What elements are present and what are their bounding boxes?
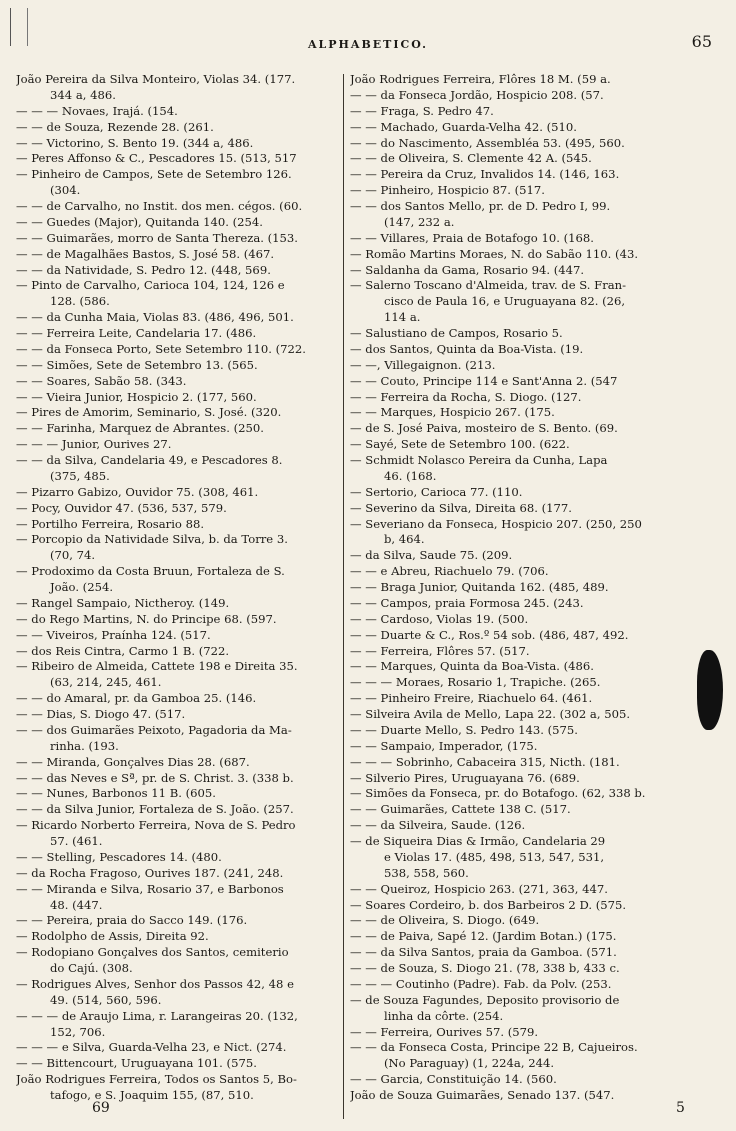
directory-entry-line: — — — Moraes, Rosario 1, Trapiche. (265. bbox=[350, 675, 601, 690]
directory-entry-line: — Rangel Sampaio, Nictheroy. (149. bbox=[16, 595, 230, 610]
directory-entry-line: (No Paraguay) (1, 224a, 244. bbox=[384, 1056, 555, 1071]
directory-entry-line: — dos Santos, Quinta da Boa-Vista. (19. bbox=[350, 341, 584, 356]
directory-entry-line: — — da Silva, Candelaria 49, e Pescadores 8. bbox=[16, 453, 283, 467]
directory-entry-line: 57. (461. bbox=[50, 834, 103, 848]
directory-entry-line: 128. (586. bbox=[50, 294, 110, 309]
directory-entry-line: — — Fraga, S. Pedro 47. bbox=[350, 103, 494, 118]
directory-entry-line: (147, 232 a. bbox=[384, 214, 455, 229]
directory-entry-line: — — Garcia, Constituição 14. (560. bbox=[350, 1072, 557, 1087]
directory-entry-line: — Severino da Silva, Direita 68. (177. bbox=[350, 500, 572, 515]
directory-entry-line: — Sayé, Sete de Setembro 100. (622. bbox=[350, 437, 570, 452]
directory-entry-line: 538, 558, 560. bbox=[384, 865, 469, 880]
directory-entry-line: — Pinto de Carvalho, Carioca 104, 124, 126 e bbox=[16, 278, 285, 293]
directory-entry-line: — — de Souza, Rezende 28. (261. bbox=[16, 119, 214, 134]
directory-entry-line: — — Machado, Guarda-Velha 42. (510. bbox=[350, 119, 577, 134]
directory-entry-line: do Cajú. (308. bbox=[50, 961, 133, 975]
directory-entry-line: 344 a, 486. bbox=[50, 87, 116, 102]
column-divider bbox=[343, 74, 344, 1119]
directory-entry-line: — — Pereira, praia do Sacco 149. (176. bbox=[16, 913, 248, 928]
directory-entry-line: — Portilho Ferreira, Rosario 88. bbox=[16, 516, 205, 531]
directory-entry-line: tafogo, e S. Joaquim 155, (87, 510. bbox=[50, 1088, 254, 1102]
directory-entry-line: — Pizarro Gabizo, Ouvidor 75. (308, 461. bbox=[16, 484, 259, 499]
directory-entry-line: — Simões da Fonseca, pr. do Botafogo. (62, 338 b. bbox=[350, 786, 646, 801]
directory-entry-line: linha da côrte. (254. bbox=[384, 1008, 504, 1023]
directory-entry-line: — — de Oliveira, S. Clemente 42 A. (545. bbox=[350, 151, 592, 166]
directory-entry-line: — — Victorino, S. Bento 19. (344 a, 486. bbox=[16, 135, 254, 150]
directory-entry-line: — Rodopiano Gonçalves dos Santos, cemiterio bbox=[16, 945, 289, 960]
directory-entry-line: — — Ferreira Leite, Candelaria 17. (486. bbox=[16, 326, 257, 340]
directory-entry-line: — — Bittencourt, Uruguayana 101. (575. bbox=[16, 1056, 257, 1071]
directory-entry-line: — — Pinheiro, Hospicio 87. (517. bbox=[350, 183, 545, 198]
directory-entry-line: — — dos Guimarães Peixoto, Pagadoria da Ma- bbox=[16, 722, 292, 737]
directory-entry-line: — — Cardoso, Violas 19. (500. bbox=[350, 611, 529, 626]
directory-entry-line: — — Pinheiro Freire, Riachuelo 64. (461. bbox=[350, 691, 593, 706]
directory-entry-line: — do Rego Martins, N. do Principe 68. (597. bbox=[16, 611, 277, 626]
directory-entry-line: — Ribeiro de Almeida, Cattete 198 e Direita 35. bbox=[16, 659, 298, 674]
directory-entry-line: — — Pereira da Cruz, Invalidos 14. (146, 163. bbox=[350, 167, 620, 182]
directory-entry-line: — — — e Silva, Guarda-Velha 23, e Nict. (274. bbox=[16, 1040, 287, 1055]
directory-entry-line: — — — Sobrinho, Cabaceira 315, Nicth. (181. bbox=[350, 754, 620, 769]
directory-entry-line: — — Campos, praia Formosa 245. (243. bbox=[350, 595, 584, 610]
directory-entry-line: — — Simões, Sete de Setembro 13. (565. bbox=[16, 357, 258, 372]
directory-entry-line: — Salerno Toscano d'Almeida, trav. de S. Fran- bbox=[350, 278, 627, 293]
directory-entry-line: — — de Magalhães Bastos, S. José 58. (467. bbox=[16, 246, 275, 261]
directory-entry-line: — da Rocha Fragoso, Ourives 187. (241, 248. bbox=[16, 865, 284, 880]
directory-entry-line: — Pires de Amorim, Seminario, S. José. (320. bbox=[16, 405, 282, 420]
directory-entry-line: João Rodrigues Ferreira, Flôres 18 M. (59 a. bbox=[350, 72, 611, 86]
directory-entry-line: — — Miranda e Silva, Rosario 37, e Barbonos bbox=[16, 881, 284, 896]
directory-entry-line: — — Farinha, Marquez de Abrantes. (250. bbox=[16, 421, 264, 436]
directory-entry-line: — de Siqueira Dias & Irmão, Candelaria 29 bbox=[350, 834, 606, 848]
directory-entry-line: — — Villares, Praia de Botafogo 10. (168. bbox=[350, 230, 594, 245]
directory-entry-line: — Prodoximo da Costa Bruun, Fortaleza de S. bbox=[16, 564, 285, 579]
directory-entry-line: — — Ferreira, Ourives 57. (579. bbox=[350, 1024, 539, 1039]
directory-entry-line: b, 464. bbox=[384, 532, 425, 547]
directory-entry-line: — dos Reis Cintra, Carmo 1 B. (722. bbox=[16, 643, 230, 658]
directory-entry-line: — — da Silva Santos, praia da Gamboa. (571. bbox=[350, 945, 617, 960]
directory-entry-line: João de Souza Guimarães, Senado 137. (547. bbox=[350, 1088, 615, 1102]
directory-entry-line: — — Duarte & C., Ros.º 54 sob. (486, 487, 492. bbox=[350, 627, 629, 642]
directory-entry-line: — — das Neves e Sª, pr. de S. Christ. 3. (338 b. bbox=[16, 770, 294, 785]
directory-entry-line: — — do Amaral, pr. da Gamboa 25. (146. bbox=[16, 691, 257, 706]
directory-entry-line: — — Guimarães, morro de Santa Thereza. (153. bbox=[16, 230, 298, 245]
directory-entry-line: 114 a. bbox=[384, 310, 421, 325]
directory-entry-line: — Silveira Avila de Mello, Lapa 22. (302 a, 505. bbox=[350, 707, 631, 721]
directory-entry-line: João. (254. bbox=[50, 580, 114, 594]
running-header: ALPHABETICO. bbox=[307, 38, 428, 51]
directory-entry-line: — Salustiano de Campos, Rosario 5. bbox=[350, 326, 563, 340]
directory-entry-line: 152, 706. bbox=[50, 1024, 106, 1039]
left-column bbox=[16, 72, 344, 1104]
directory-entry-line: — — Marques, Hospicio 267. (175. bbox=[350, 405, 555, 420]
signature-mark-left: 69 bbox=[92, 1100, 110, 1116]
directory-entry-line: e Violas 17. (485, 498, 513, 547, 531, bbox=[384, 849, 605, 864]
directory-entry-line: — Schmidt Nolasco Pereira da Cunha, Lapa bbox=[350, 453, 608, 467]
directory-entry-line: (70, 74. bbox=[50, 548, 96, 563]
directory-entry-line: — — Vieira Junior, Hospicio 2. (177, 560. bbox=[16, 389, 257, 404]
directory-entry-line: — — de Souza, S. Diogo 21. (78, 338 b, 433 c. bbox=[350, 961, 620, 975]
directory-entry-line: — — Queiroz, Hospicio 263. (271, 363, 447. bbox=[350, 881, 608, 896]
directory-entry-line: João Rodrigues Ferreira, Todos os Santos 5, Bo- bbox=[16, 1072, 297, 1087]
directory-entry-line: — Severiano da Fonseca, Hospicio 207. (250, 250 bbox=[350, 516, 642, 531]
directory-entry-line: — — dos Santos Mello, pr. de D. Pedro I, 99. bbox=[350, 199, 611, 213]
directory-entry-line: — Porcopio da Natividade Silva, b. da Torre 3. bbox=[16, 532, 288, 547]
directory-entry-line: — Saldanha da Gama, Rosario 94. (447. bbox=[350, 262, 585, 277]
directory-entry-line: — — — Novaes, Irajá. (154. bbox=[16, 103, 178, 118]
directory-entry-line: — — Miranda, Gonçalves Dias 28. (687. bbox=[16, 754, 250, 769]
directory-entry-line: rinha. (193. bbox=[50, 738, 119, 753]
directory-entry-line: — Rodolpho de Assis, Direita 92. bbox=[16, 929, 209, 944]
directory-entry-line: — Peres Affonso & C., Pescadores 15. (513, 517 bbox=[16, 151, 297, 166]
directory-entry-line: — de S. José Paiva, mosteiro de S. Bento. (69. bbox=[350, 421, 618, 436]
directory-entry-line: João Pereira da Silva Monteiro, Violas 34. (177. bbox=[16, 72, 296, 86]
directory-entry-line: (304. bbox=[50, 183, 81, 198]
directory-entry-line: — Rodrigues Alves, Senhor dos Passos 42, 48 e bbox=[16, 976, 294, 991]
directory-entry-line: — Pocy, Ouvidor 47. (536, 537, 579. bbox=[16, 500, 227, 515]
directory-entry-line: — — Soares, Sabão 58. (343. bbox=[16, 373, 187, 388]
directory-entry-line: — — do Nascimento, Assembléa 53. (495, 560. bbox=[350, 135, 625, 150]
directory-entry-line: — Pinheiro de Campos, Sete de Setembro 126. bbox=[16, 167, 292, 182]
directory-entry-line: — Ricardo Norberto Ferreira, Nova de S. Pedro bbox=[16, 818, 296, 833]
right-column bbox=[350, 72, 696, 1104]
directory-entry-line: — — Guedes (Major), Quitanda 140. (254. bbox=[16, 214, 263, 229]
ink-blot bbox=[697, 650, 723, 730]
directory-entry-line: — — Guimarães, Cattete 138 C. (517. bbox=[350, 802, 571, 817]
directory-entry-line: — — Duarte Mello, S. Pedro 143. (575. bbox=[350, 722, 578, 737]
directory-entry-line: (375, 485. bbox=[50, 468, 110, 483]
directory-entry-line: — — Braga Junior, Quitanda 162. (485, 489. bbox=[350, 580, 609, 594]
directory-entry-line: — — Couto, Principe 114 e Sant'Anna 2. (547 bbox=[350, 373, 618, 388]
directory-entry-line: — — — de Araujo Lima, r. Larangeiras 20. (132, bbox=[16, 1008, 298, 1023]
signature-mark-right: 5 bbox=[676, 1100, 685, 1116]
directory-entry-line: — — — Coutinho (Padre). Fab. da Polv. (253. bbox=[350, 976, 612, 991]
directory-entry-line: — — e Abreu, Riachuelo 79. (706. bbox=[350, 564, 549, 579]
directory-entry-line: 49. (514, 560, 596. bbox=[50, 992, 162, 1007]
directory-entry-line: — — Sampaio, Imperador, (175. bbox=[350, 738, 538, 753]
directory-entry-line: — — da Fonseca Jordão, Hospicio 208. (57. bbox=[350, 87, 604, 102]
directory-entry-line: — — da Silveira, Saude. (126. bbox=[350, 818, 526, 833]
directory-entry-line: — — Ferreira da Rocha, S. Diogo. (127. bbox=[350, 389, 582, 404]
directory-entry-line: 48. (447. bbox=[50, 897, 103, 912]
directory-entry-line: — — Viveiros, Praínha 124. (517. bbox=[16, 627, 211, 642]
directory-entry-line: — — da Fonseca Porto, Sete Setembro 110. (722. bbox=[16, 341, 306, 356]
directory-entry-line: — — Dias, S. Diogo 47. (517. bbox=[16, 707, 186, 721]
directory-entry-line: — — da Silva Junior, Fortaleza de S. João. (257. bbox=[16, 802, 294, 817]
directory-entry-line: — Sertorio, Carioca 77. (110. bbox=[350, 484, 523, 499]
directory-entry-line: — Romão Martins Moraes, N. do Sabão 110. (43. bbox=[350, 246, 639, 261]
directory-entry-line: (63, 214, 245, 461. bbox=[50, 675, 162, 690]
directory-entry-line: — — de Carvalho, no Instit. dos men. cégos. (60. bbox=[16, 199, 303, 213]
directory-entry-line: — — de Oliveira, S. Diogo. (649. bbox=[350, 913, 540, 928]
directory-entry-line: 46. (168. bbox=[384, 468, 437, 483]
directory-entry-line: — — — Junior, Ourives 27. bbox=[16, 437, 172, 452]
directory-entry-line: — Soares Cordeiro, b. dos Barbeiros 2 D. (575. bbox=[350, 897, 627, 912]
directory-entry-line: — — Marques, Quinta da Boa-Vista. (486. bbox=[350, 659, 594, 674]
directory-entry-line: — — da Fonseca Costa, Principe 22 B, Cajueiros. bbox=[350, 1040, 638, 1055]
directory-entry-line: — de Souza Fagundes, Deposito provisorio de bbox=[350, 992, 620, 1007]
directory-entry-line: — — Nunes, Barbonos 11 B. (605. bbox=[16, 786, 216, 801]
directory-entry-line: — da Silva, Saude 75. (209. bbox=[350, 548, 513, 563]
directory-entry-line: cisco de Paula 16, e Uruguayana 82. (26, bbox=[384, 294, 626, 309]
directory-entry-line: — — da Natividade, S. Pedro 12. (448, 569. bbox=[16, 262, 271, 277]
directory-entry-line: — — Ferreira, Flôres 57. (517. bbox=[350, 643, 530, 658]
directory-entry-line: — — da Cunha Maia, Violas 83. (486, 496, 501. bbox=[16, 310, 294, 325]
directory-entry-line: — —, Villegaignon. (213. bbox=[350, 357, 496, 372]
directory-entry-line: — — de Paiva, Sapé 12. (Jardim Botan.) (175. bbox=[350, 929, 617, 944]
directory-entry-line: — — Stelling, Pescadores 14. (480. bbox=[16, 849, 222, 864]
page-number: 65 bbox=[691, 32, 712, 51]
directory-entry-line: — Silverio Pires, Uruguayana 76. (689. bbox=[350, 770, 580, 785]
